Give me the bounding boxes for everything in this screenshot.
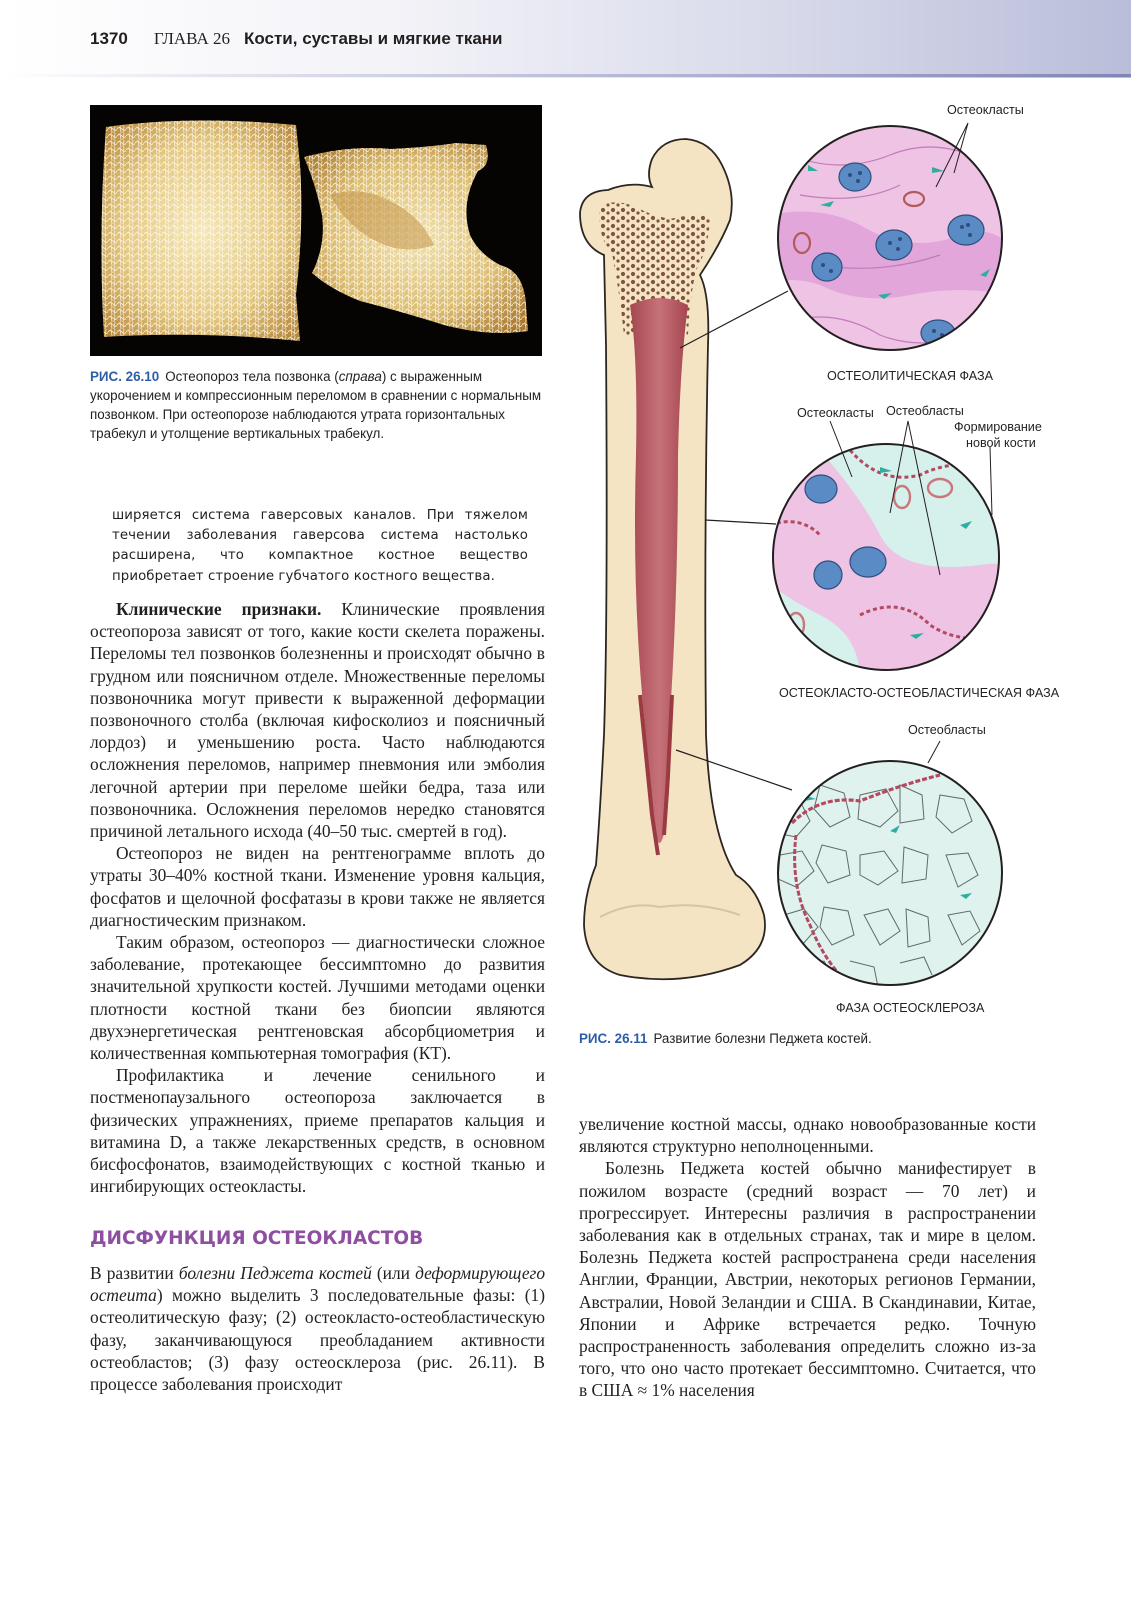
femur-illustration — [580, 139, 765, 979]
label-new-bone-2: новой кости — [966, 436, 1036, 450]
caption-italic: справа — [338, 369, 382, 384]
text: В развитии — [90, 1263, 179, 1283]
paragraph: Остеопороз не виден на рентгенограмме вплоть до утраты 30–40% костной ткани. Изменение уровня кальция, фосфатов и щелочной фосфатазы в крови также не является диагностическим признаком. — [90, 843, 545, 930]
paragraph: Профилактика и лечение сенильного и постменопаузального остеопороза заключается в физических упражнениях, приеме препаратов кальция и витамина D, а также лекарственных средств, в основном бисфосфонатов, взаимодействующих с костной тканью и ингибирующих остеокласты. — [90, 1065, 545, 1197]
paragraph — [90, 598, 545, 842]
label-osteoblasts-bottom: Остеобласты — [908, 723, 986, 737]
clinical-heading: Клинические признаки. — [116, 599, 322, 619]
label-osteoclasts-mid: Остеокласты — [797, 406, 874, 420]
italic-term: болезни Педжета костей — [178, 1263, 372, 1283]
page-header-rule — [0, 74, 1131, 77]
chapter-number: ГЛАВА 26 — [153, 29, 230, 48]
paget-intro — [90, 1262, 545, 1395]
osteosclerosis-phase-circle — [770, 755, 1010, 995]
caption-text: Остеопороз тела позвонка ( — [165, 369, 339, 384]
page-number: 1370 — [90, 29, 128, 48]
figure-label: РИС. 26.10 — [90, 369, 160, 384]
caption-text-rest: ) с выраженным укорочением и компрессионным переломом в сравнении с нормальным позвонком. При остеопорозе наблюдаются утрата горизонтальных трабекул и утолщение вертикальных трабекул. — [90, 369, 542, 441]
label-osteoclasts-top: Остеокласты — [947, 103, 1024, 117]
figure-26-10-caption — [90, 367, 544, 443]
label-osteoblasts-mid: Остеобласты — [886, 404, 964, 418]
figure-26-11-caption — [579, 1029, 1049, 1048]
label-osteosclerosis-phase: ФАЗА ОСТЕОСКЛЕРОЗА — [836, 1001, 985, 1015]
chapter-title: Кости, суставы и мягкие ткани — [243, 29, 503, 48]
paragraph — [90, 1262, 545, 1395]
text: (или — [371, 1263, 416, 1283]
text: ) можно выделить 3 последовательные фазы: (1) остеолитическую фазу; (2) остеокласто-остеобластическую фазу, заканчивающуюся преобладанием активности остеобластов; (3) фазу остеосклероза (рис. 26.11). В процессе заболевания происходит — [90, 1285, 545, 1395]
label-osteolytic-phase: ОСТЕОЛИТИЧЕСКАЯ ФАЗА — [827, 369, 994, 383]
vertebra-photo — [90, 105, 542, 356]
figure-label: РИС. 26.11 — [579, 1031, 648, 1046]
caption-text: Развитие болезни Педжета костей. — [653, 1031, 872, 1046]
paragraph: увеличение костной массы, однако новообразованные кости являются структурно неполноценными. — [579, 1114, 1036, 1157]
boxed-text: ширяется система гаверсовых каналов. При тяжелом течении заболевания гаверсова система настолько расширена, что компактное костное вещество приобретает строение губчатого костного вещества. — [112, 508, 528, 584]
osteolytic-phase-circle — [770, 120, 1010, 360]
label-osteoclast-osteoblast-phase: ОСТЕОКЛАСТО-ОСТЕОБЛАСТИЧЕСКАЯ ФАЗА — [779, 686, 1060, 700]
paragraph: Болезнь Педжета костей обычно манифестирует в пожилом возрасте (средний возраст — 70 лет) и прогрессирует. Интересны различия в распространении заболевания как в отдельных странах, так и мире в целом. Болезнь Педжета костей распространена среди населения Англии, Франции, Австрии, некоторых регионов Германии, Австралии, Новой Зеландии и США. В Скандинавии, Китае, Японии и Африке встречается редко. Точную распространенность заболевания определить сложно из-за того, что оно часто протекает бессимптомно. Считается, что в США ≈ 1% населения — [579, 1158, 1036, 1401]
paragraph: Таким образом, остеопороз — диагностически сложное заболевание, протекающее бессимптомно до развития значительной хрупкости костей. Лучшими методами оценки плотности костной ткани без биопсии являются двухэнергетическая рентгеновская абсорбциометрия и количественная компьютерная томография (КТ). — [90, 932, 545, 1064]
italic-term: деформирующего остеита — [90, 1263, 546, 1306]
paget-disease-figure — [560, 95, 1080, 1030]
label-new-bone-1: Формирование — [954, 420, 1042, 434]
page-header — [90, 29, 503, 49]
paragraph-text: Клинические проявления остеопороза зависят от того, какие кости скелета поражены. Переломы тел позвонков болезненны и происходят обычно в грудном или поясничном отделе. Множественные переломы позвоночника могут привести к выраженной деформации позвоночного столба (включая кифосколиоз и поясничный лордоз) и уменьшению роста. Часто наблюдаются осложнения переломов, например пневмония или эмболия легочной артерии при переломе шейки бедра, таза или позвоночника. Осложнения переломов нередко становятся причиной летального исхода (40–50 тыс. смертей в год). — [90, 599, 545, 842]
vertebra-illustration — [90, 105, 542, 356]
clinical-signs-section — [90, 598, 545, 1197]
right-column-text — [579, 1113, 1036, 1402]
section-title: ДИСФУНКЦИЯ ОСТЕОКЛАСТОВ — [90, 1228, 424, 1249]
osteoclast-osteoblast-phase-circle — [760, 440, 1020, 680]
